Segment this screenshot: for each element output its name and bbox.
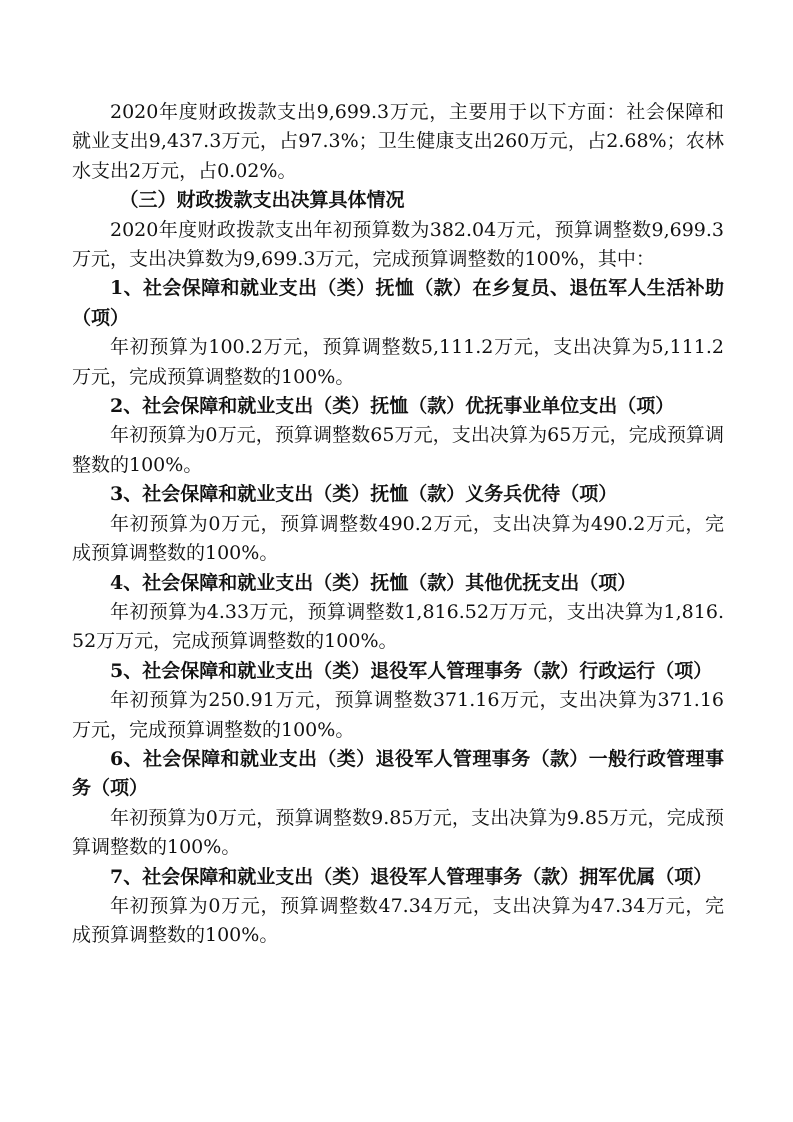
section-title: （三）财政拨款支出决算具体情况 bbox=[119, 189, 405, 212]
item-heading-7: 7、社会保障和就业支出（类）退役军人管理事务（款）拥军优属（项） bbox=[110, 865, 713, 888]
item-heading-1: 1、社会保障和就业支出（类）抚恤（款）在乡复员、退伍军人生活补助（项） bbox=[72, 277, 724, 329]
document-page bbox=[72, 98, 724, 951]
item-body-6: 年初预算为0万元，预算调整数9.85万元，支出决算为9.85万元，完成预算调整数的100%。 bbox=[72, 806, 724, 859]
item-body-4: 年初预算为4.33万元，预算调整数1,816.52万万元，支出决算为1,816.52万万元，完成预算调整数的100%。 bbox=[72, 600, 724, 653]
item-body-3: 年初预算为0万元，预算调整数490.2万元，支出决算为490.2万元，完成预算调整数的100%。 bbox=[72, 512, 724, 565]
item-body-1: 年初预算为100.2万元，预算调整数5,111.2万元，支出决算为5,111.2万元，完成预算调整数的100%。 bbox=[72, 336, 724, 388]
item-heading-3: 3、社会保障和就业支出（类）抚恤（款）义务兵优待（项） bbox=[110, 483, 618, 506]
item-body-2: 年初预算为0万元，预算调整数65万元，支出决算为65万元，完成预算调整数的100%。 bbox=[72, 424, 724, 476]
item-heading-5: 5、社会保障和就业支出（类）退役军人管理事务（款）行政运行（项） bbox=[110, 659, 713, 682]
item-heading-6: 6、社会保障和就业支出（类）退役军人管理事务（款）一般行政管理事务（项） bbox=[72, 747, 724, 800]
item-heading-2: 2、社会保障和就业支出（类）抚恤（款）优抚事业单位支出（项） bbox=[110, 395, 675, 418]
item-body-5: 年初预算为250.91万元，预算调整数371.16万元，支出决算为371.16万元，完成预算调整数的100%。 bbox=[72, 689, 724, 741]
section-intro-paragraph: 2020年度财政拨款支出年初预算数为382.04万元，预算调整数9,699.3万元，支出决算数为9,699.3万元，完成预算调整数的100%，其中： bbox=[72, 218, 724, 271]
item-heading-4: 4、社会保障和就业支出（类）抚恤（款）其他优抚支出（项） bbox=[110, 571, 637, 594]
intro-paragraph: 2020年度财政拨款支出9,699.3万元，主要用于以下方面：社会保障和就业支出9,437.3万元，占97.3%；卫生健康支出260万元，占2.68%；农林水支出2万元，占0.02%。 bbox=[72, 101, 724, 182]
item-body-7: 年初预算为0万元，预算调整数47.34万元，支出决算为47.34万元，完成预算调整数的100%。 bbox=[72, 894, 724, 947]
